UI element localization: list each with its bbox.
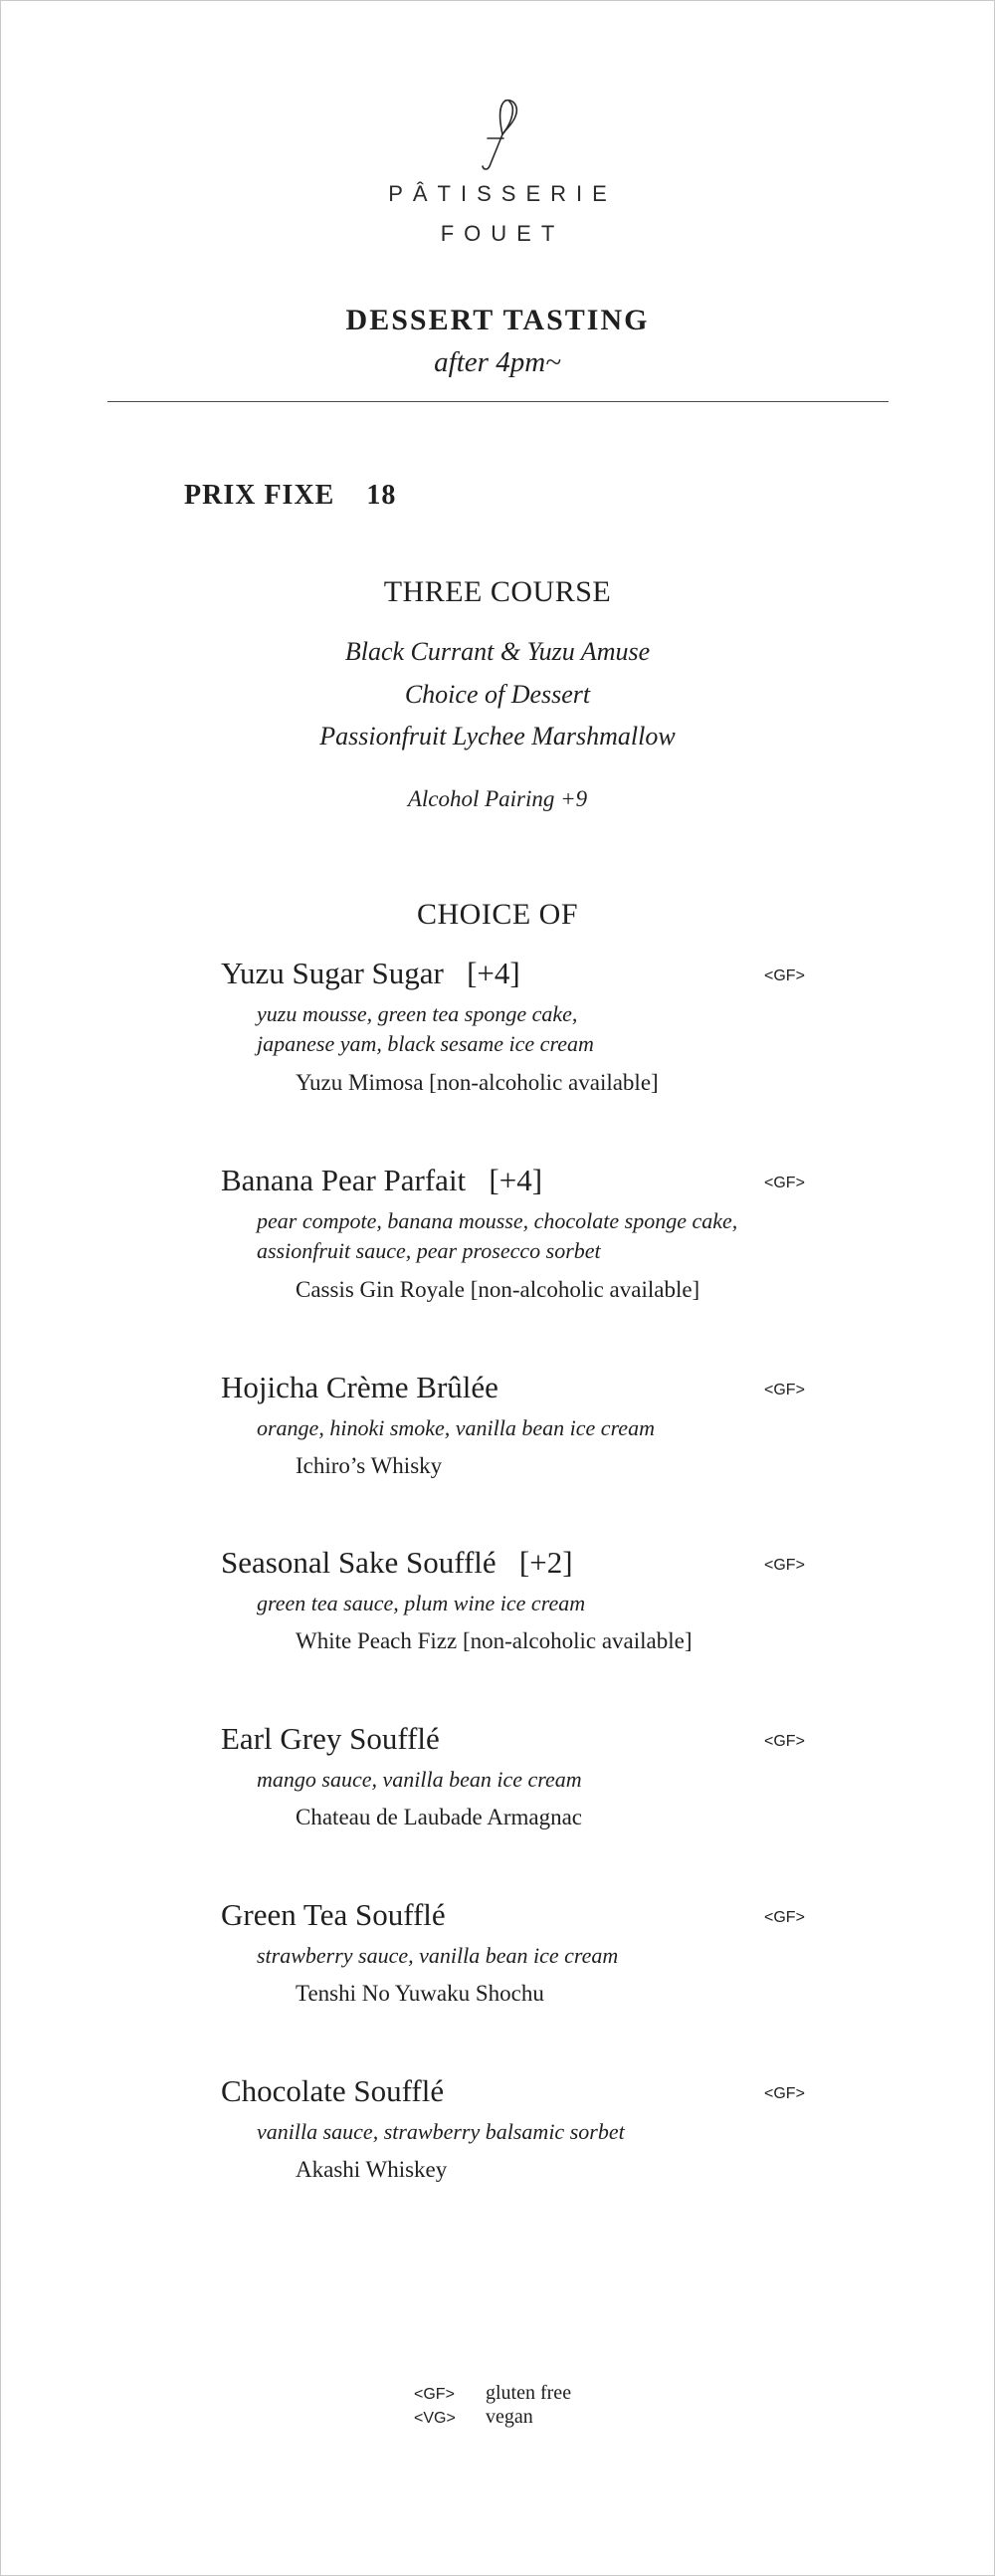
- menu-item: [0, 1897, 995, 2056]
- prix-fixe-label: PRIX FIXE: [184, 480, 335, 511]
- gluten-free-tag: <GF>: [764, 1733, 805, 1750]
- menu-item: [0, 1721, 995, 1880]
- alcohol-pairing-note: Alcohol Pairing +9: [407, 786, 588, 811]
- menu-item-pairing: Akashi Whiskey: [296, 2157, 448, 2182]
- gluten-free-tag: <GF>: [764, 1175, 805, 1191]
- gluten-free-tag: <GF>: [764, 1909, 805, 1926]
- menu-item-description: strawberry sauce, vanilla bean ice cream: [257, 1943, 619, 1968]
- page-title: DESSERT TASTING: [345, 304, 650, 336]
- whisk-f-logo-icon: [466, 95, 529, 174]
- legend-meaning: vegan: [486, 2406, 533, 2428]
- menu-item-description: vanilla sauce, strawberry balsamic sorbet: [257, 2119, 625, 2144]
- legend-meaning: gluten free: [486, 2382, 572, 2404]
- menu-item-description: japanese yam, black sesame ice cream: [257, 1031, 594, 1056]
- menu-item-name: Chocolate Soufflé: [221, 2073, 445, 2108]
- menu-item-name: Banana Pear Parfait [+4]: [221, 1163, 543, 1197]
- menu-item-description: assionfruit sauce, pear prosecco sorbet: [257, 1238, 601, 1263]
- menu-item: [0, 1545, 995, 1704]
- menu-item-pairing: Tenshi No Yuwaku Shochu: [296, 1981, 544, 2006]
- menu-item-pairing: Yuzu Mimosa [non-alcoholic available]: [296, 1070, 659, 1095]
- gluten-free-tag: <GF>: [764, 1557, 805, 1574]
- gluten-free-tag: <GF>: [764, 967, 805, 984]
- menu-item-pairing: Ichiro’s Whisky: [296, 1453, 443, 1478]
- menu-item: [0, 2073, 995, 2233]
- header-divider: [107, 401, 889, 402]
- legend-code: <VG>: [414, 2410, 456, 2427]
- menu-item-pairing: Chateau de Laubade Armagnac: [296, 1805, 583, 1829]
- course-item: Black Currant & Yuzu Amuse: [344, 637, 651, 666]
- menu-item-name: Hojicha Crème Brûlée: [221, 1370, 498, 1404]
- choice-of-heading: CHOICE OF: [416, 898, 578, 931]
- menu-item: [0, 1370, 995, 1529]
- menu-item-description: green tea sauce, plum wine ice cream: [257, 1591, 586, 1615]
- menu-item-pairing: White Peach Fizz [non-alcoholic available]: [296, 1628, 693, 1653]
- menu-item-pairing: Cassis Gin Royale [non-alcoholic available]: [296, 1277, 700, 1302]
- three-course-heading: THREE COURSE: [383, 575, 612, 608]
- menu-item-name: Seasonal Sake Soufflé [+2]: [221, 1545, 573, 1580]
- menu-item-description: yuzu mousse, green tea sponge cake,: [257, 1001, 578, 1026]
- brand-name-line2: FOUET: [440, 221, 565, 246]
- menu-item-description: mango sauce, vanilla bean ice cream: [257, 1767, 582, 1792]
- menu-item: [0, 1163, 995, 1322]
- page-subtitle: after 4pm~: [434, 346, 561, 378]
- legend-row-gluten-free: [414, 2382, 571, 2405]
- legend-code: <GF>: [414, 2386, 455, 2403]
- menu-item-description: pear compote, banana mousse, chocolate sponge cake,: [257, 1208, 738, 1233]
- gluten-free-tag: <GF>: [764, 1382, 805, 1398]
- menu-item: [0, 956, 995, 1115]
- menu-item-description: orange, hinoki smoke, vanilla bean ice cream: [257, 1415, 655, 1440]
- gluten-free-tag: <GF>: [764, 2085, 805, 2102]
- menu-item-name: Yuzu Sugar Sugar [+4]: [221, 956, 520, 990]
- course-item: Choice of Dessert: [404, 680, 591, 709]
- menu-item-name: Earl Grey Soufflé: [221, 1721, 440, 1756]
- legend-row-vegan: [414, 2406, 533, 2429]
- menu-item-name: Green Tea Soufflé: [221, 1897, 446, 1932]
- prix-fixe: [184, 480, 396, 512]
- prix-fixe-price: 18: [366, 480, 397, 511]
- brand-name-line1: PÂTISSERIE: [388, 181, 617, 206]
- course-item: Passionfruit Lychee Marshmallow: [319, 722, 676, 751]
